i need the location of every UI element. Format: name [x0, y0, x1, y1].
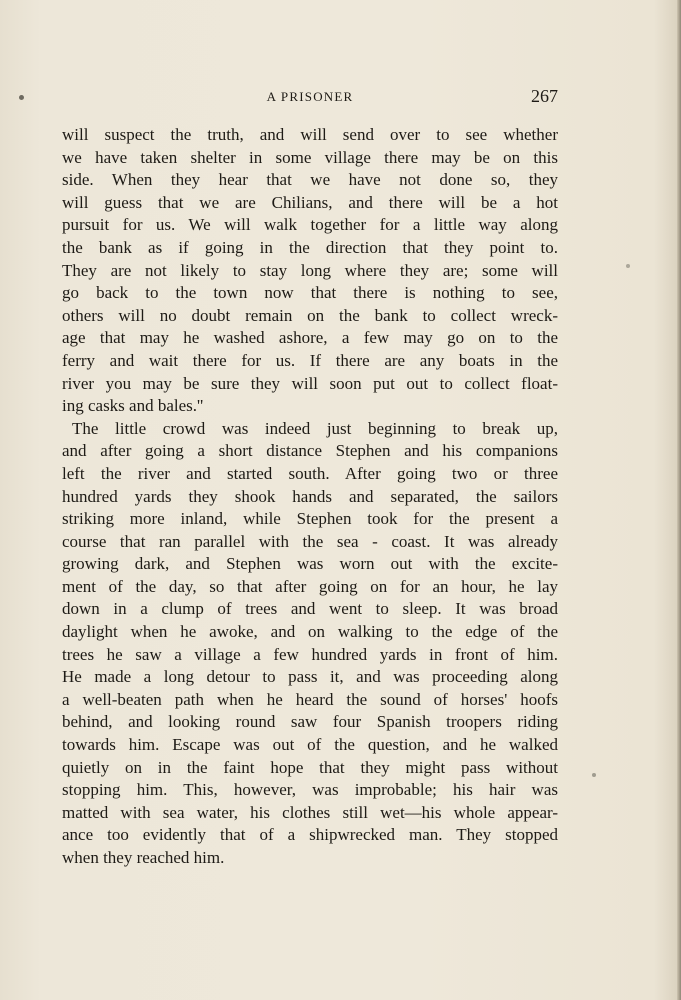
text-line: go back to the town now that there is nothing to see, [62, 283, 558, 303]
text-line: He made a long detour to pass it, and was proceeding along [62, 667, 558, 687]
text-line: quietly on in the faint hope that they might pass without [62, 757, 558, 777]
text-line: will suspect the truth, and will send over to see whether [62, 125, 558, 144]
running-head: A PRISONER [266, 89, 354, 104]
text-line: trees he saw a village a few hundred yards in front of him. [62, 644, 558, 664]
text-line: ment of the day, so that after going on for an hour, he lay [62, 576, 558, 596]
page-header [62, 86, 558, 110]
text-line: ance too evidently that of a shipwrecked man. They stopped [62, 825, 558, 845]
page-edge-shadow [677, 0, 681, 1000]
paper-speck [626, 264, 630, 268]
text-line: a well-beaten path when he heard the sound of horses' hoofs [62, 689, 558, 709]
paper-speck [592, 773, 596, 777]
text-line: They are not likely to stay long where they are; some will [62, 260, 558, 280]
text-line: left the river and started south. After going two or three [62, 463, 558, 483]
text-line: behind, and looking round saw four Spanish troopers riding [62, 712, 558, 732]
text-line: we have taken shelter in some village there may be on this [62, 147, 558, 167]
text-line: hundred yards they shook hands and separated, the sailors [62, 486, 558, 506]
text-line: striking more inland, while Stephen took for the present a [62, 509, 558, 529]
text-line: course that ran parallel with the sea - coast. It was already [62, 531, 558, 551]
text-line: daylight when he awoke, and on walking to the edge of the [62, 622, 558, 642]
text-line: river you may be sure they will soon put out to collect float- [62, 373, 558, 393]
text-line: when they reached him. [62, 848, 225, 867]
paragraph-first-line: The little crowd was indeed just beginning to break up, [72, 418, 558, 438]
text-line: towards him. Escape was out of the question, and he walked [62, 735, 558, 755]
page-number: 267 [531, 86, 558, 106]
body-text [62, 124, 558, 870]
text-line: ing casks and bales.'' [62, 396, 204, 416]
text-line: age that may he washed ashore, a few may go on to the [62, 328, 558, 348]
text-line: stopping him. This, however, was improbable; his hair was [62, 780, 558, 800]
text-line: side. When they hear that we have not done so, they [62, 170, 558, 190]
paper-speck [19, 95, 24, 100]
text-line: will guess that we are Chilians, and there will be a hot [62, 192, 558, 212]
text-line: and after going a short distance Stephen and his companions [62, 441, 558, 461]
text-line: pursuit for us. We will walk together for a little way along [62, 215, 558, 235]
text-line: others will no doubt remain on the bank to collect wreck- [62, 305, 558, 325]
text-line: the bank as if going in the direction that they point to. [62, 237, 558, 257]
text-line: matted with sea water, his clothes still wet—his whole appear- [62, 802, 558, 822]
text-line: down in a clump of trees and went to sleep. It was broad [62, 599, 558, 619]
text-line: ferry and wait there for us. If there are any boats in the [62, 350, 558, 370]
text-line: growing dark, and Stephen was worn out with the excite- [62, 554, 558, 574]
